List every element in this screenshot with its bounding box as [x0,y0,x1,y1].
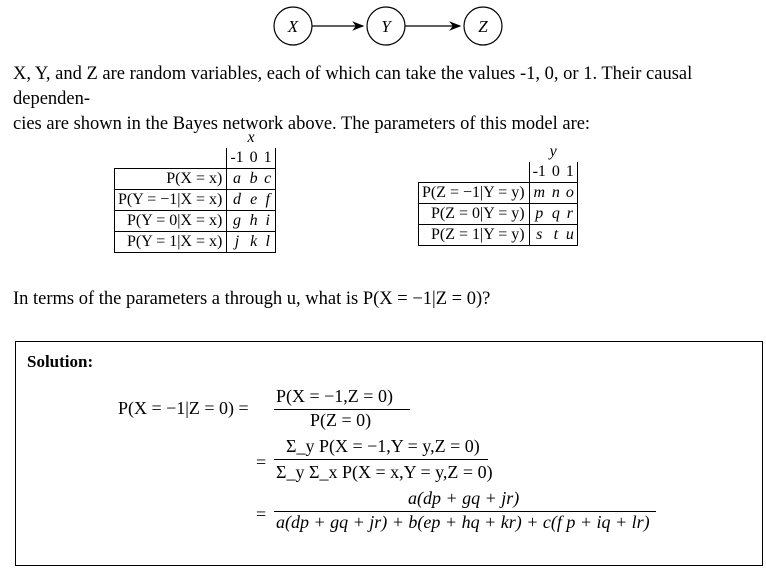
table-x-cell: f [261,190,276,211]
table-x-cell: a [227,169,247,190]
fraction-bar-2 [274,459,488,460]
table-y-cell: n [549,183,563,204]
node-z-label: Z [478,17,488,36]
solution-lhs: P(X = −1|Z = 0) = [118,398,249,418]
table-y-col-head: 1 [563,162,578,183]
table-y-row-label: P(Z = −1|Y = y) [419,183,530,204]
table-x-col-var: x [247,129,255,146]
solution-den-2: Σ_y Σ_x P(X = x,Y = y,Z = 0) [276,462,493,482]
table-x-cell: j [227,232,247,253]
solution-eq-2: = [256,452,267,472]
table-y-cell: o [563,183,578,204]
table-x-cell: i [261,211,276,232]
table-x-cell: l [261,232,276,253]
node-z [464,7,502,45]
table-x-row-label: P(Y = −1|X = x) [115,190,227,211]
table-y-row-label: P(Z = 0|Y = y) [419,204,530,225]
bayes-network [270,6,510,48]
node-x-label: X [287,17,299,36]
table-y-col-head: -1 [529,162,549,183]
table-x-col-head: -1 [227,148,247,169]
table-x-cell: d [227,190,247,211]
table-y-cell: t [549,225,563,246]
table-y-col-head: 0 [551,163,560,180]
intro-paragraph [13,62,763,137]
table-y-row-label: P(Z = 1|Y = y) [419,225,530,246]
solution-eq-3: = [256,504,267,524]
table-y-cell: u [563,225,578,246]
intro-line-2: cies are shown in the Bayes network above. The parameters of this model are: [13,114,591,134]
table-x-row-label: P(X = x) [115,169,227,190]
table-y-cell: r [563,204,578,225]
table-y-cell: q [549,204,563,225]
node-x [274,7,312,45]
solution-label: Solution: [27,352,94,371]
table-y-params [418,142,578,246]
table-y-cell: p [529,204,549,225]
table-x-cell: k [247,232,261,253]
table-y-cell: m [529,183,549,204]
table-x-row-label: P(Y = 0|X = x) [115,211,227,232]
table-x-col-head: 1 [261,148,276,169]
table-x-cell: e [247,190,261,211]
table-x-cell: g [227,211,247,232]
table-y-cell: s [529,225,549,246]
solution-den-1: P(Z = 0) [310,410,372,430]
table-x-row-label: P(Y = 1|X = x) [115,232,227,253]
solution-num-2: Σ_y P(X = −1,Y = y,Z = 0) [286,436,480,456]
table-x-cell: b [247,169,261,190]
table-y-col-var: y [549,143,557,160]
solution-den-3: a(dp + gq + jr) + b(ep + hq + kr) + c(f p + iq + lr) [276,512,650,532]
node-y-label: Y [381,17,391,36]
intro-line-1: X, Y, and Z are random variables, each of which can take the values -1, 0, or 1. Their causal dependen- [13,64,693,109]
table-x-cell: c [261,169,276,190]
table-x-params [114,128,276,253]
question-text: In terms of the parameters a through u, what is P(X = −1|Z = 0)? [13,289,491,309]
node-y [367,7,405,45]
table-x-cell: h [247,211,261,232]
table-x-col-head: 0 [249,149,258,166]
solution-num-1: P(X = −1,Z = 0) [276,386,393,406]
solution-num-3: a(dp + gq + jr) [408,488,520,508]
